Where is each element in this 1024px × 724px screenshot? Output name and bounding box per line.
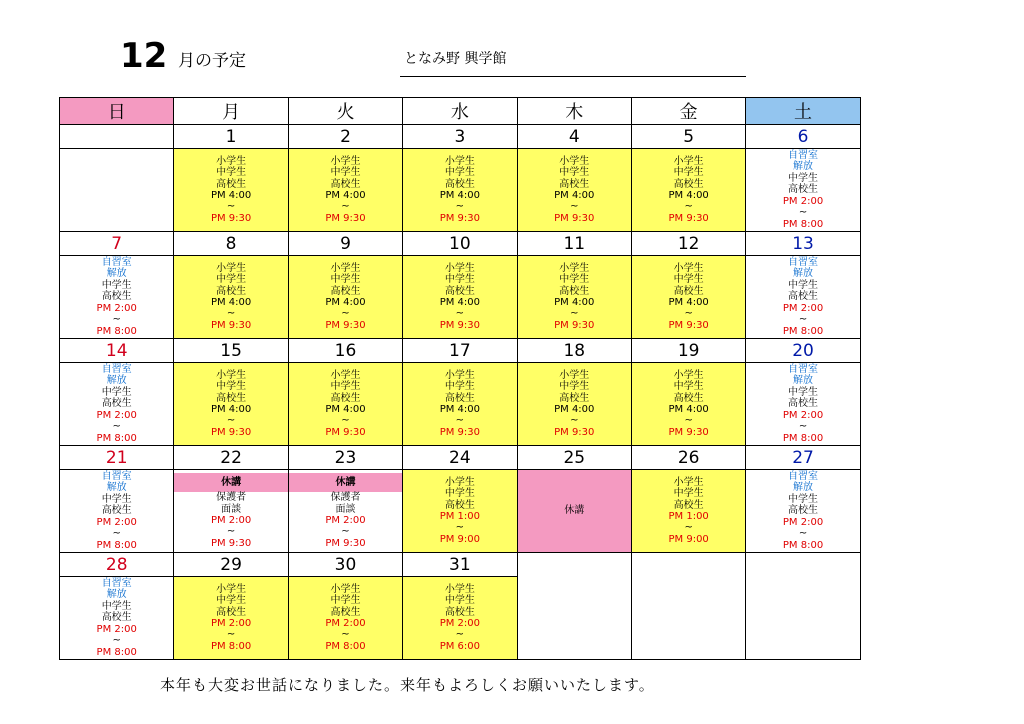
date-number: 19 bbox=[631, 339, 745, 363]
schedule-line: 小学生 bbox=[216, 262, 247, 274]
schedule-line: 中学生 bbox=[216, 167, 247, 179]
schedule-line: PM 9:30 bbox=[439, 319, 481, 331]
schedule-line: 中学生 bbox=[788, 279, 819, 291]
schedule-line: 高校生 bbox=[444, 499, 475, 511]
schedule-row bbox=[60, 149, 861, 232]
schedule-line: 小学生 bbox=[673, 369, 704, 381]
schedule-line: 小学生 bbox=[444, 155, 475, 167]
schedule-line: 高校生 bbox=[673, 178, 704, 190]
time-separator: ~ bbox=[684, 522, 693, 534]
date-row bbox=[60, 446, 861, 470]
schedule-line: 中学生 bbox=[673, 381, 704, 393]
schedule-line: 自習室 bbox=[788, 471, 819, 483]
schedule-cell bbox=[746, 363, 860, 446]
schedule-cell bbox=[60, 577, 174, 660]
schedule-line: 小学生 bbox=[330, 155, 361, 167]
schedule-line: 解放 bbox=[793, 375, 814, 387]
schedule-line: 小学生 bbox=[216, 583, 247, 595]
time-separator: ~ bbox=[112, 421, 121, 433]
schedule-line: PM 4:00 bbox=[554, 190, 595, 201]
weekday-tuesday: 火 bbox=[288, 98, 402, 125]
schedule-line: PM 2:00 bbox=[210, 618, 252, 629]
time-separator: ~ bbox=[112, 635, 121, 647]
schedule-line: 高校生 bbox=[673, 499, 704, 511]
schedule-line: 休講 bbox=[288, 473, 402, 492]
schedule-line: PM 9:30 bbox=[668, 212, 709, 224]
schedule-line: PM 2:00 bbox=[96, 623, 137, 635]
schedule-cell bbox=[631, 363, 745, 446]
schedule-cell bbox=[631, 470, 745, 553]
schedule-line: PM 4:00 bbox=[439, 404, 481, 415]
empty-cell bbox=[631, 577, 745, 660]
schedule-line: PM 9:30 bbox=[210, 537, 252, 549]
schedule-cell bbox=[746, 149, 860, 232]
schedule-line: 自習室 bbox=[788, 257, 819, 269]
schedule-line: PM 9:30 bbox=[325, 319, 366, 331]
schedule-line: PM 6:00 bbox=[439, 640, 481, 652]
schedule-line: 自習室 bbox=[788, 150, 819, 162]
schedule-line: PM 8:00 bbox=[325, 640, 366, 652]
schedule-line: 自習室 bbox=[788, 364, 819, 376]
schedule-line: 高校生 bbox=[101, 398, 132, 410]
schedule-line: PM 8:00 bbox=[210, 640, 252, 652]
time-separator: ~ bbox=[798, 207, 808, 219]
schedule-line: 高校生 bbox=[216, 392, 247, 404]
schedule-line: 自習室 bbox=[101, 257, 132, 269]
schedule-line: PM 2:00 bbox=[782, 409, 824, 421]
date-row bbox=[60, 125, 861, 149]
schedule-row bbox=[60, 577, 861, 660]
time-separator: ~ bbox=[341, 308, 350, 320]
schedule-line: PM 9:30 bbox=[325, 426, 366, 438]
date-number: 8 bbox=[174, 232, 288, 256]
schedule-line: PM 2:00 bbox=[96, 409, 137, 421]
date-number: 17 bbox=[403, 339, 517, 363]
schedule-line: PM 9:00 bbox=[439, 533, 481, 545]
schedule-line: 解放 bbox=[106, 482, 127, 494]
date-number: 20 bbox=[746, 339, 860, 363]
schedule-line: PM 2:00 bbox=[325, 515, 366, 526]
time-separator: ~ bbox=[341, 629, 350, 641]
schedule-line: PM 4:00 bbox=[554, 297, 595, 308]
schedule-line: PM 1:00 bbox=[439, 511, 481, 522]
schedule-line: 自習室 bbox=[101, 471, 132, 483]
schedule-line: PM 4:00 bbox=[325, 404, 366, 415]
schedule-row bbox=[60, 363, 861, 446]
date-number: 6 bbox=[746, 125, 860, 149]
schedule-line: PM 4:00 bbox=[210, 297, 252, 308]
date-number: 1 bbox=[174, 125, 288, 149]
schedule-cell bbox=[60, 256, 174, 339]
weekday-saturday: 土 bbox=[746, 98, 860, 125]
date-number: 2 bbox=[288, 125, 402, 149]
date-number: 31 bbox=[403, 553, 517, 577]
schedule-line: PM 8:00 bbox=[96, 325, 137, 337]
time-separator: ~ bbox=[112, 528, 121, 540]
date-number: 10 bbox=[403, 232, 517, 256]
calendar-table bbox=[59, 97, 861, 660]
schedule-cell bbox=[288, 363, 402, 446]
schedule-line: PM 4:00 bbox=[439, 190, 481, 201]
schedule-cell bbox=[174, 256, 288, 339]
schedule-line: 中学生 bbox=[330, 167, 361, 179]
schedule-line: 高校生 bbox=[330, 606, 361, 618]
schedule-line: 高校生 bbox=[788, 505, 819, 517]
schedule-cell bbox=[403, 577, 517, 660]
time-separator: ~ bbox=[455, 308, 465, 320]
schedule-cell bbox=[517, 149, 631, 232]
date-number: 24 bbox=[403, 446, 517, 470]
schedule-line: 中学生 bbox=[559, 274, 590, 286]
schedule-line: 高校生 bbox=[444, 606, 475, 618]
school-name: となみ野 興学館 bbox=[404, 51, 507, 67]
schedule-line: 小学生 bbox=[559, 155, 590, 167]
date-number: 13 bbox=[746, 232, 860, 256]
date-number: 14 bbox=[60, 339, 174, 363]
schedule-line: PM 9:30 bbox=[210, 212, 252, 224]
schedule-line: 小学生 bbox=[444, 369, 475, 381]
schedule-line: 中学生 bbox=[101, 279, 132, 291]
schedule-line: 小学生 bbox=[673, 155, 704, 167]
empty-cell bbox=[517, 577, 631, 660]
schedule-line: 小学生 bbox=[444, 583, 475, 595]
schedule-line: 高校生 bbox=[444, 392, 475, 404]
date-number: 9 bbox=[288, 232, 402, 256]
schedule-line: PM 8:00 bbox=[96, 646, 137, 658]
schedule-line: PM 8:00 bbox=[782, 539, 824, 551]
time-separator: ~ bbox=[570, 308, 579, 320]
schedule-line: 自習室 bbox=[101, 578, 132, 590]
schedule-cell bbox=[517, 363, 631, 446]
schedule-line: 高校生 bbox=[330, 392, 361, 404]
time-separator: ~ bbox=[226, 415, 236, 427]
schedule-line: 高校生 bbox=[788, 398, 819, 410]
time-separator: ~ bbox=[455, 415, 465, 427]
date-row bbox=[60, 232, 861, 256]
schedule-line: 中学生 bbox=[216, 381, 247, 393]
schedule-cell bbox=[288, 470, 402, 553]
header-underline bbox=[400, 76, 746, 77]
schedule-cell bbox=[174, 363, 288, 446]
schedule-cell bbox=[174, 577, 288, 660]
schedule-line: PM 9:30 bbox=[554, 319, 595, 331]
schedule-line: PM 2:00 bbox=[210, 515, 252, 526]
empty-cell bbox=[746, 577, 860, 660]
schedule-line: PM 9:30 bbox=[439, 426, 481, 438]
schedule-line: PM 8:00 bbox=[782, 218, 824, 230]
schedule-line: 解放 bbox=[793, 268, 814, 280]
date-number: 15 bbox=[174, 339, 288, 363]
date-number: 5 bbox=[631, 125, 745, 149]
schedule-line: 中学生 bbox=[330, 381, 361, 393]
schedule-line: 中学生 bbox=[788, 386, 819, 398]
schedule-line: 小学生 bbox=[673, 262, 704, 274]
schedule-line: 自習室 bbox=[101, 364, 132, 376]
schedule-line: 小学生 bbox=[330, 369, 361, 381]
schedule-line: 中学生 bbox=[101, 493, 132, 505]
time-separator: ~ bbox=[684, 308, 693, 320]
time-separator: ~ bbox=[570, 201, 579, 213]
weekday-monday: 月 bbox=[174, 98, 288, 125]
weekday-row bbox=[60, 98, 861, 125]
schedule-line: PM 2:00 bbox=[439, 618, 481, 629]
schedule-line: 保護者 bbox=[216, 492, 247, 504]
schedule-cell bbox=[174, 149, 288, 232]
time-separator: ~ bbox=[341, 526, 350, 538]
schedule-line: 高校生 bbox=[788, 291, 819, 303]
date-number: 21 bbox=[60, 446, 174, 470]
weekday-friday: 金 bbox=[631, 98, 745, 125]
schedule-line: PM 2:00 bbox=[325, 618, 366, 629]
schedule-line: PM 4:00 bbox=[210, 190, 252, 201]
date-number bbox=[60, 125, 174, 149]
schedule-cell bbox=[631, 149, 745, 232]
schedule-cell bbox=[631, 256, 745, 339]
schedule-line: PM 2:00 bbox=[96, 516, 137, 528]
schedule-line: 高校生 bbox=[673, 285, 704, 297]
date-number bbox=[517, 553, 631, 577]
schedule-line: PM 9:30 bbox=[554, 212, 595, 224]
schedule-cell bbox=[403, 149, 517, 232]
schedule-line: 中学生 bbox=[216, 274, 247, 286]
time-separator: ~ bbox=[798, 528, 808, 540]
schedule-line: 解放 bbox=[106, 268, 127, 280]
schedule-line: 小学生 bbox=[559, 262, 590, 274]
schedule-line: 中学生 bbox=[673, 167, 704, 179]
schedule-line: 中学生 bbox=[559, 167, 590, 179]
schedule-cell bbox=[517, 256, 631, 339]
schedule-cell bbox=[517, 470, 631, 553]
schedule-line: PM 2:00 bbox=[96, 302, 137, 314]
schedule-line: PM 8:00 bbox=[782, 432, 824, 444]
date-number: 27 bbox=[746, 446, 860, 470]
schedule-line: 解放 bbox=[106, 375, 127, 387]
schedule-line: PM 9:30 bbox=[439, 212, 481, 224]
time-separator: ~ bbox=[226, 308, 236, 320]
schedule-line: 小学生 bbox=[216, 369, 247, 381]
date-number bbox=[746, 553, 860, 577]
schedule-line: PM 9:30 bbox=[325, 212, 366, 224]
schedule-line: 高校生 bbox=[444, 178, 475, 190]
date-number: 3 bbox=[403, 125, 517, 149]
schedule-line: 中学生 bbox=[101, 600, 132, 612]
schedule-line: PM 2:00 bbox=[782, 302, 824, 314]
schedule-line: 中学生 bbox=[444, 488, 475, 500]
time-separator: ~ bbox=[226, 526, 236, 538]
time-separator: ~ bbox=[798, 421, 808, 433]
schedule-line: 中学生 bbox=[444, 274, 475, 286]
schedule-cell bbox=[746, 470, 860, 553]
schedule-line: 小学生 bbox=[330, 262, 361, 274]
time-separator: ~ bbox=[341, 201, 350, 213]
schedule-cell bbox=[60, 363, 174, 446]
schedule-line: 小学生 bbox=[330, 583, 361, 595]
date-number: 7 bbox=[60, 232, 174, 256]
schedule-cell bbox=[403, 256, 517, 339]
schedule-line: 小学生 bbox=[216, 155, 247, 167]
schedule-line: PM 9:30 bbox=[210, 426, 252, 438]
schedule-line: 中学生 bbox=[444, 381, 475, 393]
schedule-cell bbox=[403, 363, 517, 446]
time-separator: ~ bbox=[341, 415, 350, 427]
schedule-line: 中学生 bbox=[101, 386, 132, 398]
schedule-line: 中学生 bbox=[444, 167, 475, 179]
schedule-line: 高校生 bbox=[444, 285, 475, 297]
schedule-line: PM 4:00 bbox=[554, 404, 595, 415]
schedule-cell bbox=[746, 256, 860, 339]
schedule-line: PM 9:30 bbox=[325, 537, 366, 549]
time-separator: ~ bbox=[226, 201, 236, 213]
schedule-line: 中学生 bbox=[330, 274, 361, 286]
schedule-line: PM 4:00 bbox=[325, 297, 366, 308]
date-number: 28 bbox=[60, 553, 174, 577]
time-separator: ~ bbox=[684, 201, 693, 213]
schedule-line: 保護者 bbox=[330, 492, 361, 504]
date-row bbox=[60, 339, 861, 363]
date-number: 18 bbox=[517, 339, 631, 363]
schedule-row bbox=[60, 470, 861, 553]
date-row bbox=[60, 553, 861, 577]
schedule-line: PM 2:00 bbox=[782, 516, 824, 528]
schedule-line: 高校生 bbox=[330, 178, 361, 190]
weekday-sunday: 日 bbox=[60, 98, 174, 125]
schedule-line: PM 1:00 bbox=[668, 511, 709, 522]
schedule-line: 高校生 bbox=[673, 392, 704, 404]
date-number bbox=[631, 553, 745, 577]
schedule-line: 中学生 bbox=[673, 488, 704, 500]
schedule-line: 高校生 bbox=[216, 178, 247, 190]
time-separator: ~ bbox=[112, 314, 121, 326]
schedule-line: PM 4:00 bbox=[325, 190, 366, 201]
schedule-line: PM 4:00 bbox=[668, 297, 709, 308]
schedule-line: PM 8:00 bbox=[96, 432, 137, 444]
schedule-line: 解放 bbox=[793, 161, 814, 173]
schedule-cell bbox=[174, 470, 288, 553]
date-number: 16 bbox=[288, 339, 402, 363]
time-separator: ~ bbox=[455, 522, 465, 534]
schedule-line: 中学生 bbox=[330, 595, 361, 607]
date-number: 30 bbox=[288, 553, 402, 577]
schedule-line: 高校生 bbox=[101, 291, 132, 303]
schedule-line: 小学生 bbox=[673, 476, 704, 488]
schedule-line: 小学生 bbox=[559, 369, 590, 381]
schedule-line: PM 9:30 bbox=[554, 426, 595, 438]
schedule-line: 高校生 bbox=[559, 178, 590, 190]
schedule-line: 解放 bbox=[106, 589, 127, 601]
schedule-line: 中学生 bbox=[216, 595, 247, 607]
schedule-line: 面談 bbox=[221, 503, 242, 515]
schedule-line: 休講 bbox=[564, 505, 585, 517]
date-number: 12 bbox=[631, 232, 745, 256]
month-number: 12 bbox=[120, 36, 168, 76]
schedule-line: PM 8:00 bbox=[782, 325, 824, 337]
schedule-line: PM 4:00 bbox=[439, 297, 481, 308]
date-number: 4 bbox=[517, 125, 631, 149]
date-number: 11 bbox=[517, 232, 631, 256]
schedule-cell bbox=[288, 256, 402, 339]
schedule-line: 小学生 bbox=[444, 262, 475, 274]
schedule-line: PM 8:00 bbox=[96, 539, 137, 551]
schedule-line: 高校生 bbox=[216, 606, 247, 618]
date-number: 22 bbox=[174, 446, 288, 470]
schedule-line: 高校生 bbox=[101, 612, 132, 624]
schedule-line: PM 4:00 bbox=[668, 190, 709, 201]
schedule-line: 面談 bbox=[335, 503, 356, 515]
schedule-line: 解放 bbox=[793, 482, 814, 494]
schedule-line: 中学生 bbox=[444, 595, 475, 607]
date-number: 23 bbox=[288, 446, 402, 470]
schedule-cell bbox=[288, 577, 402, 660]
time-separator: ~ bbox=[684, 415, 693, 427]
schedule-line: 高校生 bbox=[330, 285, 361, 297]
time-separator: ~ bbox=[570, 415, 579, 427]
schedule-line: PM 4:00 bbox=[210, 404, 252, 415]
calendar-body bbox=[60, 125, 861, 660]
footer-message: 本年も大変お世話になりました。来年もよろしくお願いいたします。 bbox=[160, 676, 655, 694]
schedule-line: 中学生 bbox=[673, 274, 704, 286]
time-separator: ~ bbox=[455, 629, 465, 641]
schedule-line: PM 9:00 bbox=[668, 533, 709, 545]
weekday-wednesday: 水 bbox=[403, 98, 517, 125]
schedule-line: 中学生 bbox=[788, 172, 819, 184]
schedule-line: PM 9:30 bbox=[668, 319, 709, 331]
schedule-line: 高校生 bbox=[559, 392, 590, 404]
schedule-cell bbox=[403, 470, 517, 553]
time-separator: ~ bbox=[226, 629, 236, 641]
schedule-cell bbox=[60, 149, 174, 232]
date-number: 25 bbox=[517, 446, 631, 470]
weekday-thursday: 木 bbox=[517, 98, 631, 125]
time-separator: ~ bbox=[798, 314, 808, 326]
schedule-cell bbox=[288, 149, 402, 232]
schedule-line: 中学生 bbox=[788, 493, 819, 505]
date-number: 26 bbox=[631, 446, 745, 470]
schedule-line: 高校生 bbox=[216, 285, 247, 297]
schedule-line: 高校生 bbox=[101, 505, 132, 517]
date-number: 29 bbox=[174, 553, 288, 577]
schedule-line: 小学生 bbox=[444, 476, 475, 488]
schedule-line: PM 4:00 bbox=[668, 404, 709, 415]
month-title: 月の予定 bbox=[178, 51, 246, 71]
time-separator: ~ bbox=[455, 201, 465, 213]
schedule-cell bbox=[60, 470, 174, 553]
schedule-line: PM 2:00 bbox=[782, 195, 824, 207]
schedule-line: 高校生 bbox=[559, 285, 590, 297]
schedule-line: PM 9:30 bbox=[668, 426, 709, 438]
schedule-row bbox=[60, 256, 861, 339]
schedule-line: PM 9:30 bbox=[210, 319, 252, 331]
schedule-line: 中学生 bbox=[559, 381, 590, 393]
schedule-line: 休講 bbox=[174, 473, 288, 492]
schedule-line: 高校生 bbox=[788, 184, 819, 196]
